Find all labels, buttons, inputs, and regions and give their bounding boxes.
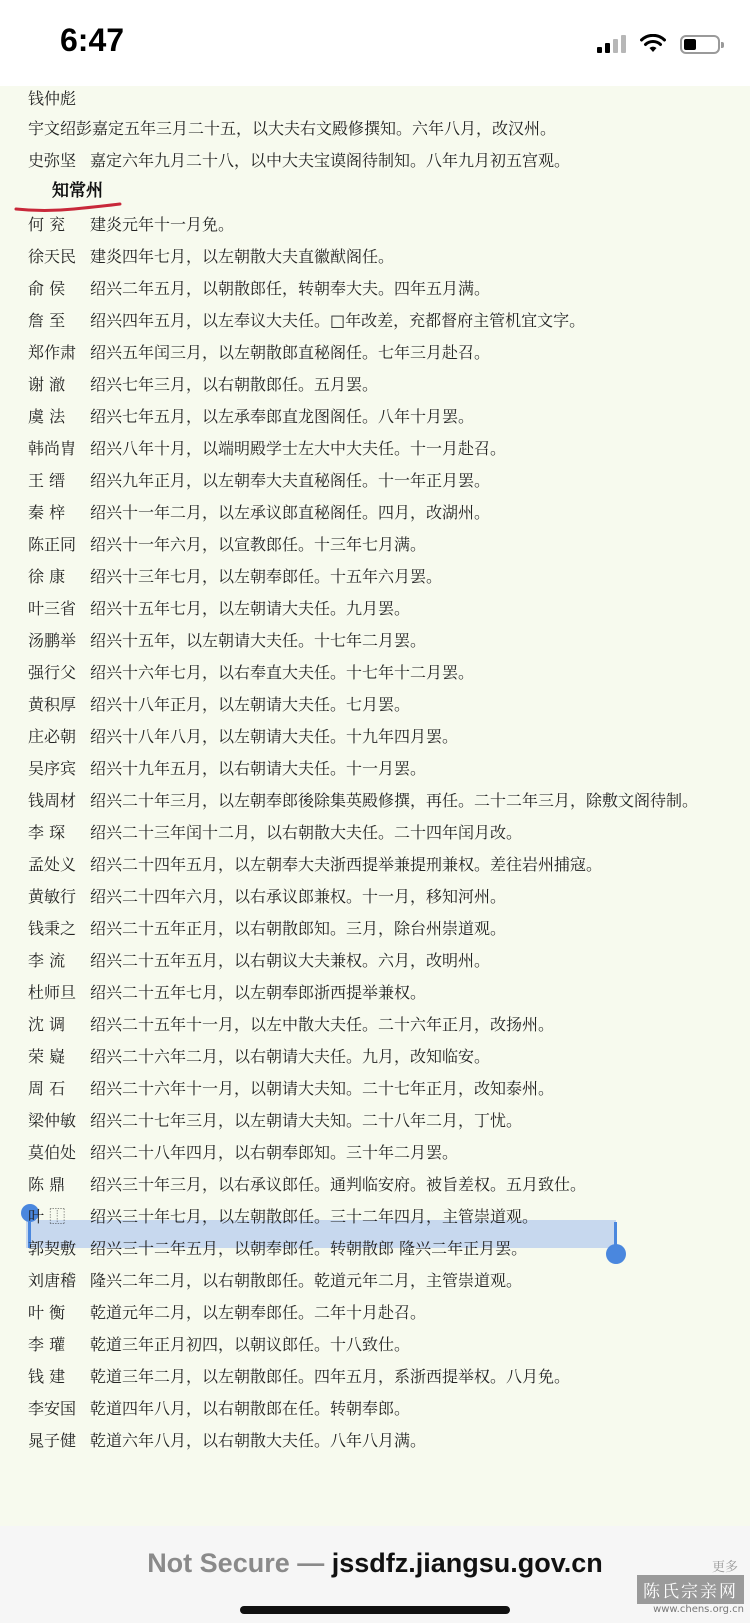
- official-name: 史弥坚: [28, 151, 77, 170]
- tenure-text: 绍兴十一年六月，以宣教郎任。十三年七月满。: [90, 535, 427, 554]
- tenure-text: 乾道三年二月，以左朝散郎任。四年五月，系浙西提举权。八月免。: [90, 1367, 571, 1386]
- list-item: [28, 1428, 426, 1454]
- official-name: 庄必朝: [28, 727, 77, 746]
- list-item: [28, 1236, 527, 1262]
- tenure-text: 绍兴二十年三月，以左朝奉郎後除集英殿修撰，再任。二十二年三月，除敷文阁待制。: [90, 791, 699, 810]
- list-item: [28, 788, 698, 814]
- list-item: [28, 1140, 458, 1166]
- official-name: 郭契敷: [28, 1239, 77, 1258]
- tenure-text: 绍兴十六年七月，以右奉直大夫任。十七年十二月罢。: [90, 663, 475, 682]
- battery-icon: [680, 35, 720, 54]
- list-item: [28, 276, 490, 302]
- browser-bottom-bar: [0, 1526, 750, 1623]
- official-name: 李 瓘: [28, 1335, 66, 1354]
- tenure-text: 绍兴七年三月，以右朝散郎任。五月罢。: [90, 375, 379, 394]
- status-bar: [0, 0, 750, 86]
- list-item: [28, 1076, 554, 1102]
- tenure-text: 绍兴九年正月，以左朝奉大夫直秘阁任。十一年正月罢。: [90, 471, 491, 490]
- watermark-main: 陈氏宗亲网: [637, 1575, 744, 1604]
- tenure-text: 绍兴七年五月，以左承奉郎直龙图阁任。八年十月罢。: [90, 407, 475, 426]
- list-item: [28, 660, 474, 686]
- tenure-text: 绍兴十五年七月，以左朝请大夫任。九月罢。: [90, 599, 411, 618]
- tenure-text: 建炎四年七月，以左朝散大夫直徽猷阁任。: [90, 247, 395, 266]
- list-item: [28, 436, 506, 462]
- tenure-text: 绍兴二十六年二月，以右朝请大夫任。九月，改知临安。: [90, 1047, 491, 1066]
- tenure-text: 绍兴二十三年闰十二月，以右朝散大夫任。二十四年闰月改。: [90, 823, 523, 842]
- list-item: [28, 948, 490, 974]
- cellular-signal-icon: [597, 35, 626, 53]
- tenure-text: 建炎元年十一月免。: [90, 215, 235, 234]
- tenure-text: 绍兴二十七年三月，以左朝请大夫知。二十八年二月，丁忧。: [90, 1111, 523, 1130]
- list-item: [28, 148, 570, 174]
- official-name: 秦 梓: [28, 503, 66, 522]
- list-item: [28, 308, 585, 334]
- tenure-text: 绍兴二十四年六月，以右承议郎兼权。十一月，移知河州。: [90, 887, 507, 906]
- list-item: [28, 980, 426, 1006]
- tenure-text: 绍兴二十五年正月，以右朝散郎知。三月，除台州崇道观。: [90, 919, 507, 938]
- list-item: [28, 372, 378, 398]
- tenure-text: 绍兴十一年二月，以左承议郎直秘阁任。四月，改湖州。: [90, 503, 491, 522]
- list-item: [28, 500, 490, 526]
- official-name: 沈 调: [28, 1015, 66, 1034]
- official-name: 李安国: [28, 1399, 77, 1418]
- tenure-text: 绍兴三十年三月，以右承议郎任。通判临安府。被旨差权。五月致仕。: [90, 1175, 587, 1194]
- selection-end-handle[interactable]: [606, 1244, 626, 1264]
- list-item: [28, 1300, 426, 1326]
- tenure-text: 乾道三年正月初四，以朝议郎任。十八致仕。: [90, 1335, 411, 1354]
- tenure-text: 绍兴三十二年五月，以朝奉郎任。转朝散郎 隆兴二年正月罢。: [90, 1239, 528, 1258]
- tenure-text: 绍兴二十四年五月，以左朝奉大夫浙西提举兼提刑兼权。差往岩州捕寇。: [90, 855, 603, 874]
- official-name: 叶三省: [28, 599, 77, 618]
- official-name: 徐 康: [28, 567, 66, 586]
- list-item: [28, 532, 426, 558]
- list-item: [28, 468, 490, 494]
- watermark-url: www.chens.org.cn: [653, 1604, 744, 1615]
- red-pen-underline: [14, 202, 122, 212]
- tenure-text: 绍兴十九年五月，以右朝请大夫任。十一月罢。: [90, 759, 427, 778]
- official-name: 王 缙: [28, 471, 66, 490]
- official-name: 徐天民: [28, 247, 77, 266]
- watermark: [637, 1556, 744, 1615]
- tenure-text: 绍兴二十六年十一月，以朝请大夫知。二十七年正月，改知泰州。: [90, 1079, 555, 1098]
- list-item: [28, 916, 506, 942]
- list-item: [28, 340, 490, 366]
- official-name: 韩尚胄: [28, 439, 77, 458]
- list-item: [28, 86, 90, 112]
- home-indicator[interactable]: [240, 1606, 510, 1614]
- list-item: [28, 212, 234, 238]
- official-name: 荣 嶷: [28, 1047, 66, 1066]
- official-name: 陈 鼎: [28, 1175, 66, 1194]
- status-time: 6:47: [60, 22, 125, 58]
- official-name: 吴序宾: [28, 759, 77, 778]
- official-name: 钱周材: [28, 791, 77, 810]
- official-name: 孟处义: [28, 855, 77, 874]
- list-item: [28, 1396, 410, 1422]
- tenure-text: 绍兴三十年七月，以左朝散郎任。三十二年四月，主管崇道观。: [90, 1207, 539, 1226]
- official-name: 宇文绍彭: [28, 119, 93, 138]
- official-name: 强行父: [28, 663, 77, 682]
- official-name: 晁子健: [28, 1431, 77, 1450]
- tenure-text: 绍兴二十五年五月，以右朝议大夫兼权。六月，改明州。: [90, 951, 491, 970]
- list-item: [28, 564, 442, 590]
- list-item: [28, 244, 394, 270]
- list-item: [28, 1172, 586, 1198]
- list-item: [28, 724, 458, 750]
- list-item: [28, 1364, 570, 1390]
- tenure-text: 乾道元年二月，以左朝奉郎任。二年十月赴召。: [90, 1303, 427, 1322]
- page-content: [0, 86, 750, 1526]
- list-item: [28, 628, 426, 654]
- official-name: 钱 建: [28, 1367, 66, 1386]
- official-name: 虞 法: [28, 407, 66, 426]
- official-name: 钱仲彪: [28, 89, 77, 108]
- official-name: 詹 至: [28, 311, 66, 330]
- tenure-text: 隆兴二年二月，以右朝散郎任。乾道元年二月，主管崇道观。: [90, 1271, 523, 1290]
- official-name: 莫伯处: [28, 1143, 77, 1162]
- tenure-text: 乾道六年八月，以右朝散大夫任。八年八月满。: [90, 1431, 427, 1450]
- official-name: 谢 澈: [28, 375, 66, 394]
- list-item: [28, 1332, 410, 1358]
- list-item: [28, 820, 522, 846]
- official-name: 刘唐稽: [28, 1271, 77, 1290]
- tenure-text: 绍兴五年闰三月，以左朝散郎直秘阁任。七年三月赴召。: [90, 343, 491, 362]
- tenure-text: 绍兴二十五年七月，以左朝奉郎浙西提举兼权。: [90, 983, 427, 1002]
- tenure-text: 绍兴八年十月，以端明殿学士左大中大夫任。十一月赴召。: [90, 439, 507, 458]
- tenure-text: 绍兴二十五年十一月，以左中散大夫任。二十六年正月，改扬州。: [90, 1015, 555, 1034]
- url-domain: jssdfz.jiangsu.gov.cn: [331, 1548, 603, 1578]
- list-item: [28, 1268, 522, 1294]
- official-name: 郑作肃: [28, 343, 77, 362]
- official-name: 何 兖: [28, 215, 66, 234]
- official-name: 俞 侯: [28, 279, 66, 298]
- tenure-text: 绍兴十八年八月，以左朝请大夫任。十九年四月罢。: [90, 727, 459, 746]
- list-item: [28, 1012, 554, 1038]
- official-name: 黄积厚: [28, 695, 77, 714]
- official-name: 叶 ⿰: [28, 1207, 66, 1226]
- tenure-text: 绍兴十三年七月，以左朝奉郎任。十五年六月罢。: [90, 567, 443, 586]
- tenure-text: 嘉定六年九月二十八，以中大夫宝谟阁待制知。八年九月初五宫观。: [90, 151, 571, 170]
- official-name: 李 流: [28, 951, 66, 970]
- tenure-text: 绍兴十五年，以左朝请大夫任。十七年二月罢。: [90, 631, 427, 650]
- list-item: [28, 692, 410, 718]
- tenure-text: 绍兴二十八年四月，以右朝奉郎知。三十年二月罢。: [90, 1143, 459, 1162]
- tenure-text: 乾道四年八月，以右朝散郎在任。转朝奉郎。: [90, 1399, 411, 1418]
- list-item: [28, 756, 426, 782]
- list-item: [28, 1044, 490, 1070]
- list-item: [28, 852, 602, 878]
- official-name: 杜师旦: [28, 983, 77, 1002]
- list-item: [28, 116, 556, 142]
- list-item: [28, 404, 474, 430]
- tenure-text: 嘉定五年三月二十五，以大夫右文殿修撰知。六年八月，改汉州。: [92, 119, 557, 138]
- tenure-text: 绍兴二年五月，以朝散郎任，转朝奉大夫。四年五月满。: [90, 279, 491, 298]
- watermark-small: 更多: [711, 1560, 738, 1575]
- tenure-text: 绍兴四年五月，以左奉议大夫任。□年改差，充都督府主管机宜文字。: [90, 311, 586, 330]
- official-name: 汤鹏举: [28, 631, 77, 650]
- wifi-icon: [640, 34, 666, 54]
- official-name: 陈正同: [28, 535, 77, 554]
- list-item: [28, 1108, 522, 1134]
- official-name: 梁仲敏: [28, 1111, 77, 1130]
- official-name: 周 石: [28, 1079, 66, 1098]
- official-name: 叶 衡: [28, 1303, 66, 1322]
- official-name: 钱秉之: [28, 919, 77, 938]
- list-item: [28, 884, 506, 910]
- official-name: 李 琛: [28, 823, 66, 842]
- not-secure-label: Not Secure —: [147, 1548, 325, 1578]
- official-name: 黄敏行: [28, 887, 77, 906]
- tenure-text: 绍兴十八年正月，以左朝请大夫任。七月罢。: [90, 695, 411, 714]
- list-item: [28, 596, 410, 622]
- list-item: [28, 1204, 538, 1230]
- section-heading: 知常州: [52, 181, 103, 201]
